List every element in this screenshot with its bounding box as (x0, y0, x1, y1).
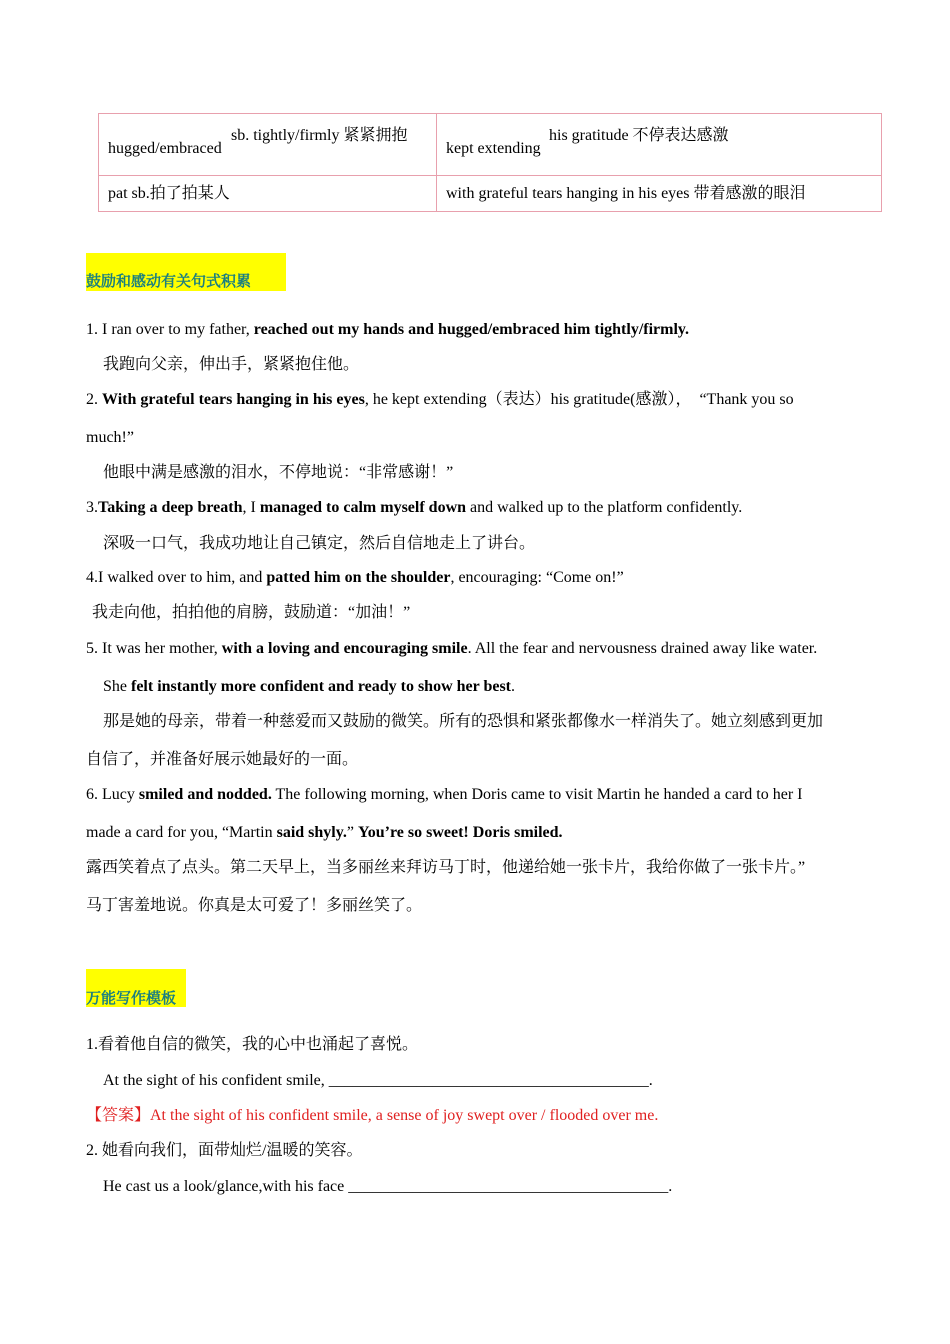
bold-phrase: reached out my hands and hugged/embraced him tightly/firmly. (253, 321, 690, 338)
bold-phrase: felt instantly more confident and ready to show her best (131, 678, 511, 695)
bold-phrase: with a loving and encouraging smile (221, 640, 468, 657)
text: made a card for you, “Martin (86, 824, 277, 841)
cell-text: with grateful tears hanging in his eyes 带着感激的眼泪 (446, 185, 806, 202)
text: , I (242, 499, 260, 516)
sentence-1-translation: 我跑向父亲，伸出手，紧紧抱住他。 (103, 356, 360, 373)
cell-text: pat sb.拍了拍某人 (108, 185, 230, 202)
table-cell (437, 176, 882, 212)
text: 2. (86, 391, 102, 408)
section-heading-text: 万能写作模板 (86, 989, 177, 1007)
sentence-1 (86, 320, 689, 340)
text: The following morning, when Doris came to visit Martin he handed a card to her I (271, 786, 803, 803)
text: 4.I walked over to him, and (86, 569, 267, 586)
text: 6. Lucy (86, 786, 139, 803)
text: 5. It was her mother, (86, 640, 222, 657)
table-cell (437, 114, 882, 176)
bold-phrase: Taking a deep breath (98, 499, 243, 516)
sentence-2-translation: 他眼中满是感激的泪水，不停地说：“非常感谢！” (103, 464, 454, 481)
sentence-4-translation: 我走向他，拍拍他的肩膀，鼓励道：“加油！” (92, 604, 411, 621)
sentence-6 (86, 785, 803, 805)
sentence-3-translation: 深吸一口气，我成功地让自己镇定，然后自信地走上了讲台。 (103, 535, 536, 552)
sentence-2-continued: much!” (86, 429, 134, 446)
table-row (99, 114, 882, 176)
table-row (99, 176, 882, 212)
bold-phrase: patted him on the shoulder (266, 569, 451, 586)
text: . (511, 678, 515, 695)
text: and walked up to the platform confidently. (466, 499, 743, 516)
sentence-5-continued (103, 677, 515, 697)
cell-text-bottom: kept extending (446, 140, 541, 157)
text: , he kept extending（表达）his gratitude(感激）， “Thank you so (364, 391, 794, 408)
cell-text-bottom: hugged/embraced (108, 140, 222, 157)
text: , encouraging: “Come on!” (450, 569, 624, 586)
text: 1. I ran over to my father, (86, 321, 254, 338)
exercise-2-prompt: 2. 她看向我们，面带灿烂/温暖的笑容。 (86, 1142, 363, 1159)
bold-phrase: said shyly. (276, 824, 347, 841)
sentence-3 (86, 498, 742, 518)
exercise-1-answer: 【答案】At the sight of his confident smile, a sense of joy swept over / flooded over me. (86, 1107, 659, 1124)
cell-text-top: sb. tightly/firmly 紧紧拥抱 (231, 127, 408, 144)
section-heading-text: 鼓励和感动有关句式积累 (86, 272, 252, 290)
sentence-6-translation-continued: 马丁害羞地说。你真是太可爱了！多丽丝笑了。 (86, 897, 423, 914)
exercise-1-blank: At the sight of his confident smile, ________________________________________. (103, 1072, 653, 1089)
text: 3. (86, 499, 98, 516)
bold-phrase: smiled and nodded. (138, 786, 272, 803)
sentence-5-translation: 那是她的母亲，带着一种慈爱而又鼓励的微笑。所有的恐惧和紧张都像水一样消失了。她立刻感到更加 (103, 713, 824, 730)
table-cell (99, 114, 437, 176)
exercise-1-prompt: 1.看着他自信的微笑，我的心中也涌起了喜悦。 (86, 1036, 419, 1053)
text: . All the fear and nervousness drained away like water. (467, 640, 818, 657)
text: ” (346, 824, 358, 841)
sentence-6-continued (86, 823, 563, 843)
bold-phrase: managed to calm myself down (259, 499, 467, 516)
text: She (103, 678, 131, 695)
exercise-2-blank: He cast us a look/glance,with his face ________________________________________. (103, 1178, 673, 1195)
sentence-4 (86, 568, 624, 588)
table-cell (99, 176, 437, 212)
vocabulary-table (98, 113, 882, 212)
cell-text-top: his gratitude 不停表达感激 (549, 127, 729, 144)
sentence-5-translation-continued: 自信了，并准备好展示她最好的一面。 (86, 751, 359, 768)
bold-phrase: With grateful tears hanging in his eyes (102, 391, 365, 408)
sentence-2 (86, 390, 794, 410)
section-heading (86, 253, 286, 291)
bold-phrase: You’re so sweet! Doris smiled. (357, 824, 563, 841)
sentence-5 (86, 639, 817, 659)
sentence-6-translation: 露西笑着点了点头。第二天早上，当多丽丝来拜访马丁时，他递给她一张卡片，我给你做了一张卡片。” (86, 859, 806, 876)
section-heading (86, 969, 186, 1007)
